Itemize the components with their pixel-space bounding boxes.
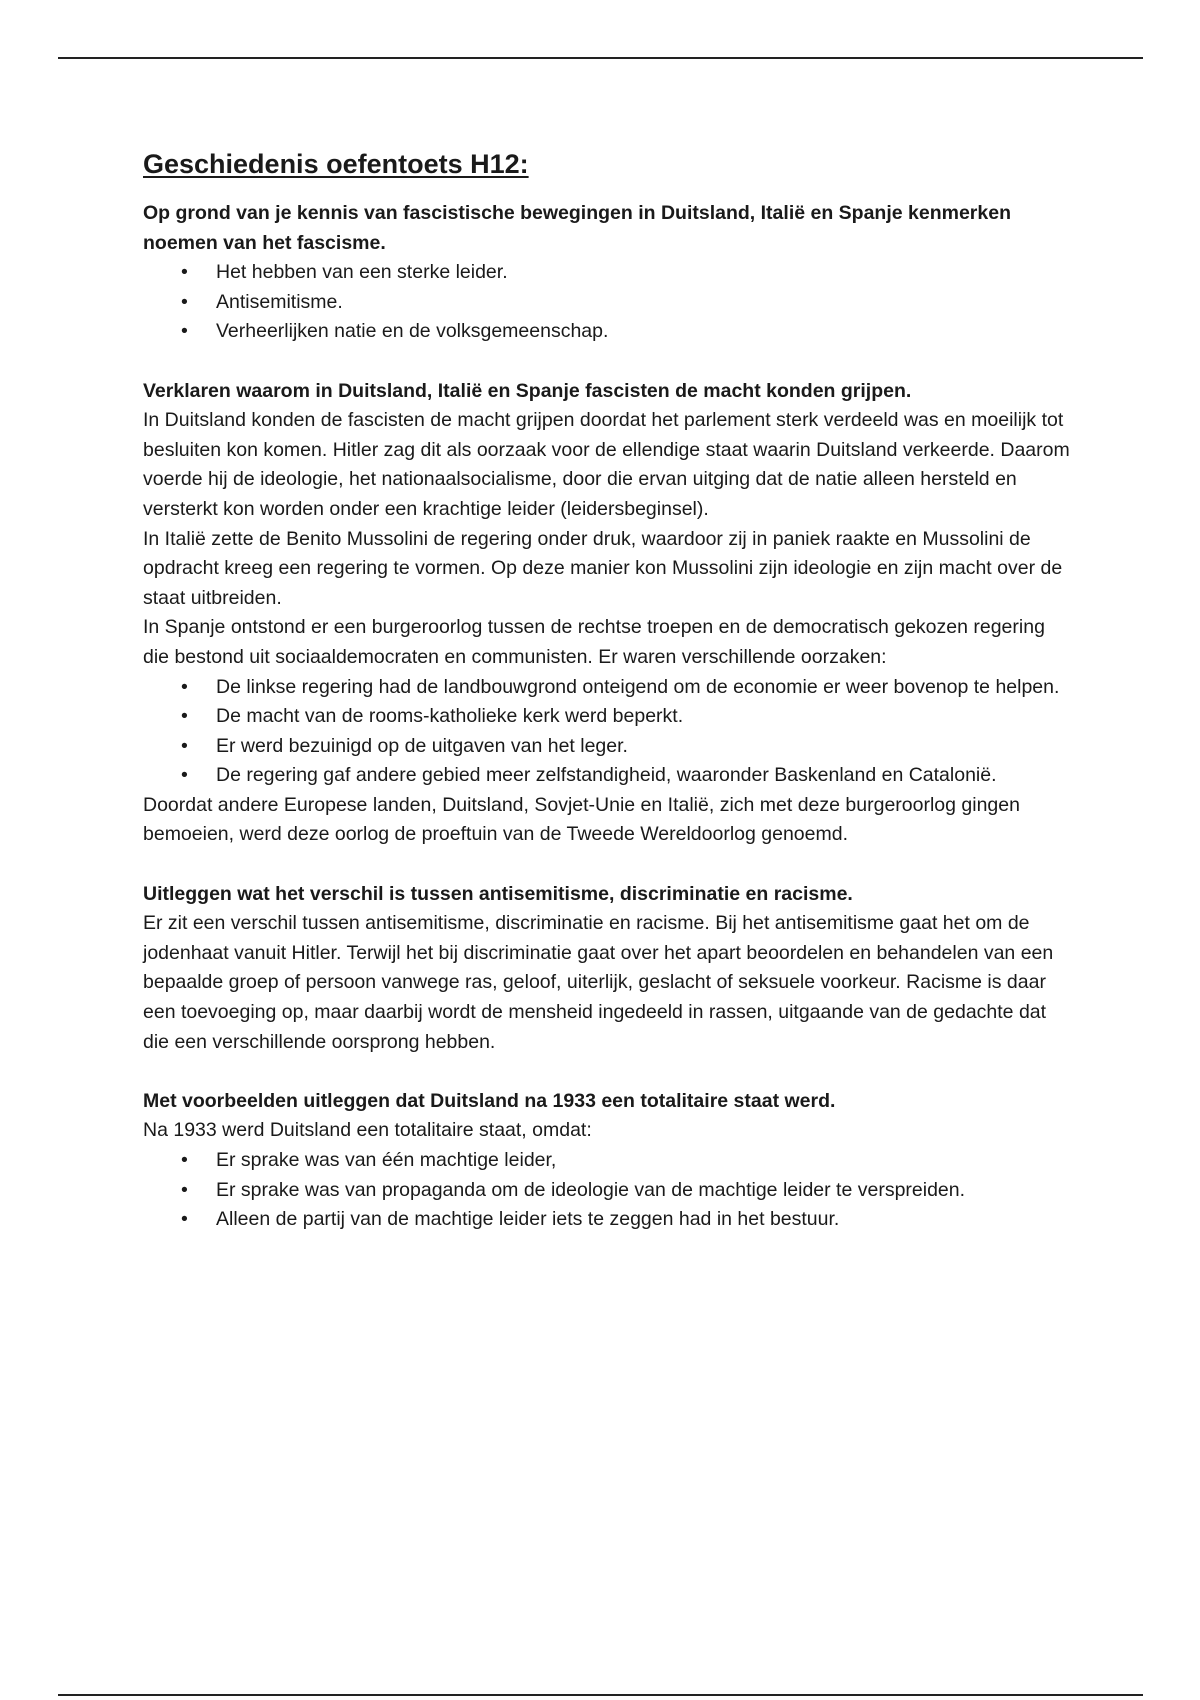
list-item — [143, 673, 1073, 703]
document-title: Geschiedenis oefentoets H12: — [143, 149, 529, 179]
paragraph-spain: In Spanje ontstond er een burgeroorlog tussen de rechtse troepen en de democratisch gekozen regering die bestond uit sociaaldemocraten en communisten. Er waren verschillende oorzaken: — [143, 616, 1045, 668]
list-item — [143, 1205, 1073, 1235]
bullet-icon: • — [181, 1149, 188, 1171]
paragraph-differences: Er zit een verschil tussen antisemitisme, discriminatie en racisme. Bij het antisemitisme gaat het om de jodenhaat vanuit Hitler. Terwijl het bij discriminatie gaat over het apart beoordelen en behandelen van een bepaalde groep of persoon vanwege ras, geloof, uiterlijk, geslacht of seksuele voorkeur. Racisme is daar een toevoeging op, maar daarbij wordt de mensheid ingedeeld in rassen, uitgaande van de gedachte dat die een verschillende oorsprong hebben. — [143, 912, 1054, 1053]
paragraph-germany: In Duitsland konden de fascisten de macht grijpen doordat het parlement sterk verdeeld was en moeilijk tot besluiten kon komen. Hitler zag dit als oorzaak voor de ellendige staat waarin Duitsland verkeerde. Daarom voerde hij de ideologie, het nationaalsocialisme, door die ervan uitging dat de natie alleen hersteld en versterkt kon worden onder een krachtige leider (leidersbeginsel). — [143, 409, 1070, 520]
paragraph-proving-ground: Doordat andere Europese landen, Duitsland, Sovjet-Unie en Italië, zich met deze burgeroorlog gingen bemoeien, werd deze oorlog de proeftuin van de Tweede Wereldoorlog genoemd. — [143, 793, 1020, 846]
spacer — [143, 1057, 1073, 1087]
bullet-icon: • — [181, 734, 188, 757]
document-body — [143, 145, 1073, 1235]
footer-rule — [58, 1694, 1143, 1696]
section-seizure-of-power — [143, 377, 1073, 851]
paragraph-italy: In Italië zette de Benito Mussolini de regering onder druk, waardoor zij in paniek raakte en Mussolini de opdracht kreeg een regering te vormen. Op deze manier kon Mussolini zijn ideologie en zijn macht over de staat uitbreiden. — [143, 527, 1063, 609]
spacer — [143, 347, 1073, 377]
list-item — [143, 761, 1073, 791]
header-rule — [58, 57, 1143, 59]
list-item-text: Er sprake was van propaganda om de ideologie van de machtige leider te verspreiden. — [216, 1178, 966, 1201]
list-item — [143, 1176, 1073, 1206]
bullet-icon: • — [181, 675, 188, 698]
list-item-text: De linkse regering had de landbouwgrond onteigend om de economie er weer bovenop te helpen. — [216, 675, 1060, 698]
bullet-list — [143, 1146, 1073, 1235]
bullet-icon: • — [181, 1178, 188, 1201]
bullet-icon: • — [181, 290, 188, 313]
section-antisemitism-discrimination-racism — [143, 880, 1073, 1058]
list-item-text: Alleen de partij van de machtige leider iets te zeggen had in het bestuur. — [216, 1208, 840, 1231]
section-fascism-characteristics — [143, 199, 1073, 347]
list-item-text: Verheerlijken natie en de volksgemeenschap. — [216, 320, 609, 343]
list-item-text: De macht van de rooms-katholieke kerk werd beperkt. — [216, 705, 684, 728]
list-item — [143, 732, 1073, 762]
section-totalitarian-state — [143, 1087, 1073, 1235]
bullet-icon: • — [181, 261, 188, 284]
list-item-text: Het hebben van een sterke leider. — [216, 261, 508, 284]
bullet-icon: • — [181, 1208, 188, 1231]
list-item — [143, 258, 1073, 288]
list-item — [143, 1146, 1073, 1176]
list-item — [143, 317, 1073, 347]
list-item-text: Er werd bezuinigd op de uitgaven van het leger. — [216, 734, 628, 757]
section-heading: Met voorbeelden uitleggen dat Duitsland na 1933 een totalitaire staat werd. — [143, 1089, 836, 1112]
section-heading: Verklaren waarom in Duitsland, Italië en Spanje fascisten de macht konden grijpen. — [143, 379, 912, 402]
bullet-list — [143, 258, 1073, 347]
list-item-text: De regering gaf andere gebied meer zelfstandigheid, waaronder Baskenland en Catalonië. — [216, 764, 997, 787]
paragraph-intro: Na 1933 werd Duitsland een totalitaire staat, omdat: — [143, 1119, 592, 1142]
bullet-list — [143, 673, 1073, 791]
section-heading: Op grond van je kennis van fascistische bewegingen in Duitsland, Italië en Spanje kenmerken noemen van het fascisme. — [143, 202, 1011, 254]
list-item-text: Er sprake was van één machtige leider, — [216, 1149, 557, 1171]
list-item — [143, 702, 1073, 732]
bullet-icon: • — [181, 764, 188, 787]
spacer — [143, 850, 1073, 880]
list-item — [143, 288, 1073, 318]
bullet-icon: • — [181, 320, 188, 343]
list-item-text: Antisemitisme. — [216, 290, 343, 313]
bullet-icon: • — [181, 705, 188, 728]
section-heading: Uitleggen wat het verschil is tussen antisemitisme, discriminatie en racisme. — [143, 882, 853, 905]
